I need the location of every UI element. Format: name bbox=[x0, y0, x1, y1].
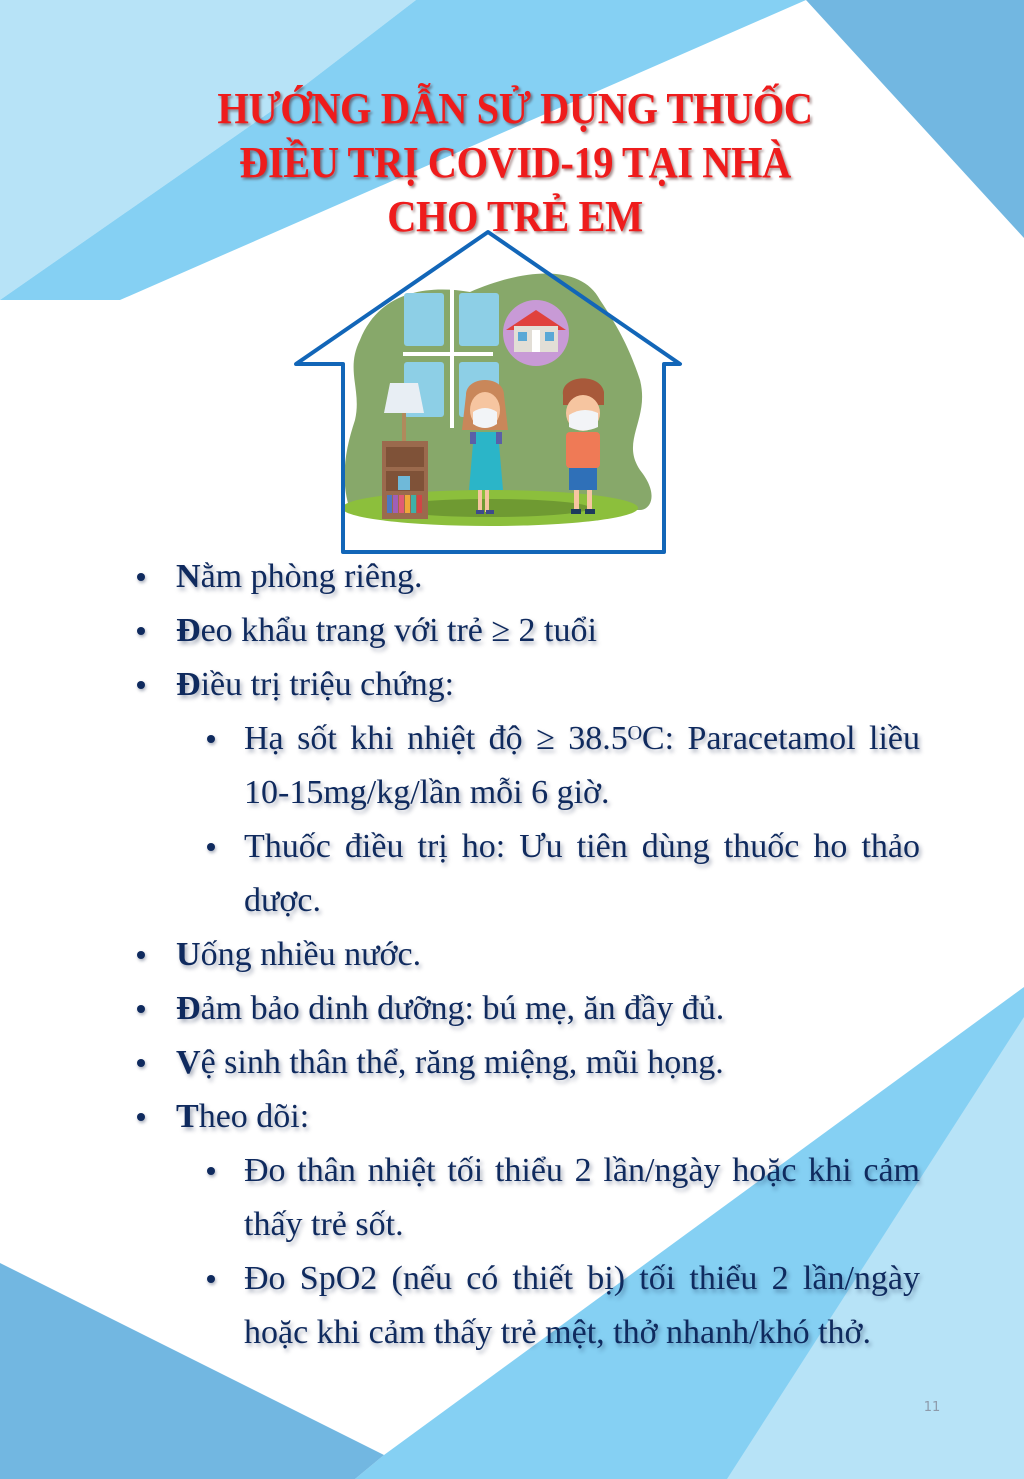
bullet-icon bbox=[136, 604, 146, 658]
sub-list-item: Thuốc điều trị ho: Ưu tiên dùng thuốc ho thảo dược. bbox=[244, 820, 920, 928]
title-line-3: CHO TRẺ EM bbox=[387, 192, 643, 241]
page-title bbox=[133, 82, 897, 244]
sub-list-item: Đo thân nhiệt tối thiểu 2 lần/ngày hoặc khi cảm thấy trẻ sốt. bbox=[244, 1144, 920, 1252]
title-line-2: ĐIỀU TRỊ COVID-19 TẠI NHÀ bbox=[239, 138, 791, 187]
bullet-icon bbox=[136, 658, 146, 712]
bullet-icon bbox=[206, 712, 216, 766]
list-item: Vệ sinh thân thể, răng miệng, mũi họng. bbox=[176, 1036, 936, 1090]
bullet-icon bbox=[206, 1144, 216, 1198]
bullet-icon bbox=[136, 1036, 146, 1090]
children-at-home-illustration bbox=[290, 228, 690, 558]
list-item: Đảm bảo dinh dưỡng: bú mẹ, ăn đầy đủ. bbox=[176, 982, 936, 1036]
sub-list-item: Đo SpO2 (nếu có thiết bị) tối thiểu 2 lần/ngày hoặc khi cảm thấy trẻ mệt, thở nhanh/khó thở. bbox=[244, 1252, 920, 1360]
home-picture-icon bbox=[503, 300, 569, 366]
bullet-icon bbox=[206, 1252, 216, 1306]
bullet-icon bbox=[206, 820, 216, 874]
list-item: Đeo khẩu trang với trẻ ≥ 2 tuổi bbox=[176, 604, 936, 658]
page-number: 11 bbox=[923, 1400, 941, 1415]
list-item: Uống nhiều nước. bbox=[176, 928, 936, 982]
title-line-1: HƯỚNG DẪN SỬ DỤNG THUỐC bbox=[217, 84, 813, 133]
sub-list-item: Hạ sốt khi nhiệt độ ≥ 38.5ᴼC: Paracetamol liều 10-15mg/kg/lần mỗi 6 giờ. bbox=[244, 712, 920, 820]
bullet-icon bbox=[136, 550, 146, 604]
list-item: Nằm phòng riêng. bbox=[176, 550, 936, 604]
list-item: Điều trị triệu chứng: bbox=[176, 658, 936, 712]
bookshelf-icon bbox=[382, 441, 428, 519]
bullet-icon bbox=[136, 1090, 146, 1144]
list-item: Theo dõi: bbox=[176, 1090, 936, 1144]
bullet-icon bbox=[136, 982, 146, 1036]
bullet-icon bbox=[136, 928, 146, 982]
